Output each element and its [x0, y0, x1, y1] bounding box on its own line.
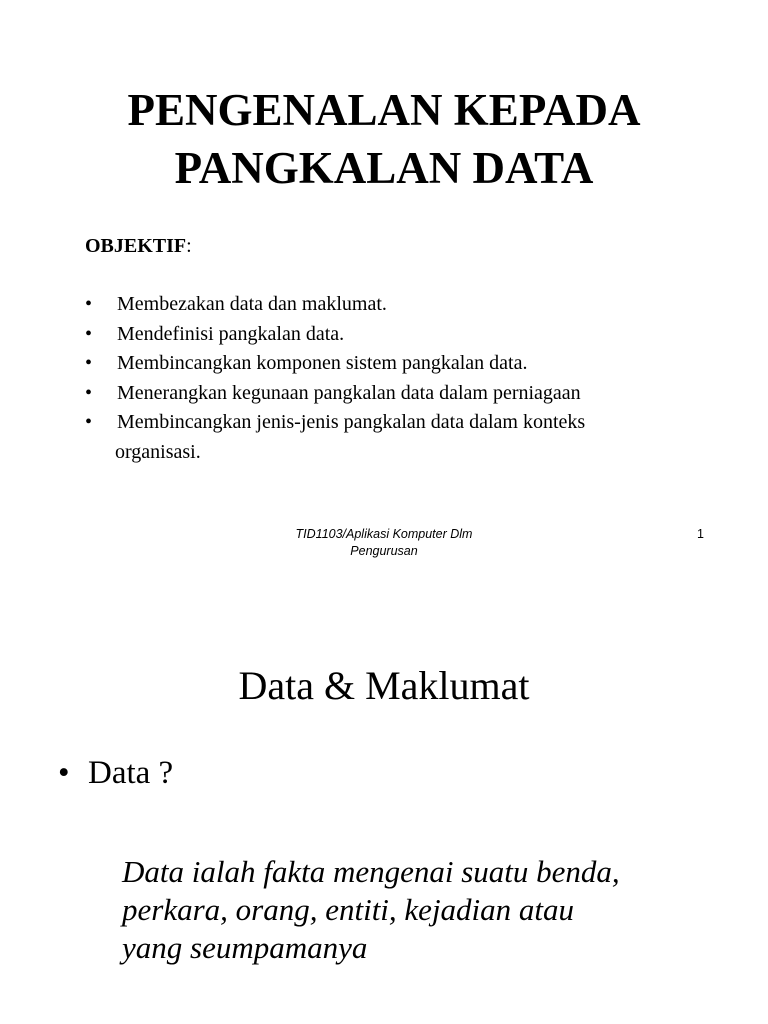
objective-text: Menerangkan kegunaan pangkalan data dalam perniagaan [117, 381, 581, 404]
definition-line: yang seumpamanya [122, 930, 368, 965]
footer-line-2: Pengurusan [350, 544, 418, 558]
objectives-list [85, 290, 585, 467]
footer-line-1: TID1103/Aplikasi Komputer Dlm [295, 527, 473, 541]
objective-text: Membezakan data dan maklumat. [117, 293, 387, 315]
bullet-icon: • [85, 293, 93, 315]
objektif-heading [85, 233, 192, 259]
question-text: Data ? [88, 755, 174, 791]
objective-item [85, 408, 585, 467]
objective-text: Membincangkan jenis-jenis pangkalan data dalam konteks [117, 411, 586, 433]
slide-title-line-2: PANGKALAN DATA [174, 143, 594, 193]
definition-line: Data ialah fakta mengenai suatu benda, [122, 854, 620, 889]
objective-text-continuation: organisasi. [115, 440, 201, 463]
question-bullet [58, 752, 173, 794]
objektif-colon: : [186, 235, 192, 257]
slide-footer-course [270, 526, 498, 560]
objective-text: Membincangkan komponen sistem pangkalan data. [117, 352, 528, 374]
bullet-icon: • [85, 322, 93, 345]
bullet-icon: • [85, 381, 93, 404]
bullet-icon: • [85, 352, 93, 374]
definition-line: perkara, orang, entiti, kejadian atau [122, 892, 575, 927]
page-number: 1 [697, 527, 704, 541]
bullet-icon: • [58, 755, 70, 791]
slide-title-line-1: PENGENALAN KEPADA [127, 85, 641, 135]
objective-item [85, 379, 585, 409]
bullet-icon: • [85, 411, 93, 433]
objektif-label: OBJEKTIF [85, 235, 187, 257]
slide-2-title: Data & Maklumat [238, 663, 530, 708]
objective-item [85, 349, 585, 379]
objective-text: Mendefinisi pangkalan data. [117, 322, 345, 345]
objective-item [85, 290, 585, 320]
data-definition [122, 853, 620, 967]
objective-item [85, 320, 585, 350]
